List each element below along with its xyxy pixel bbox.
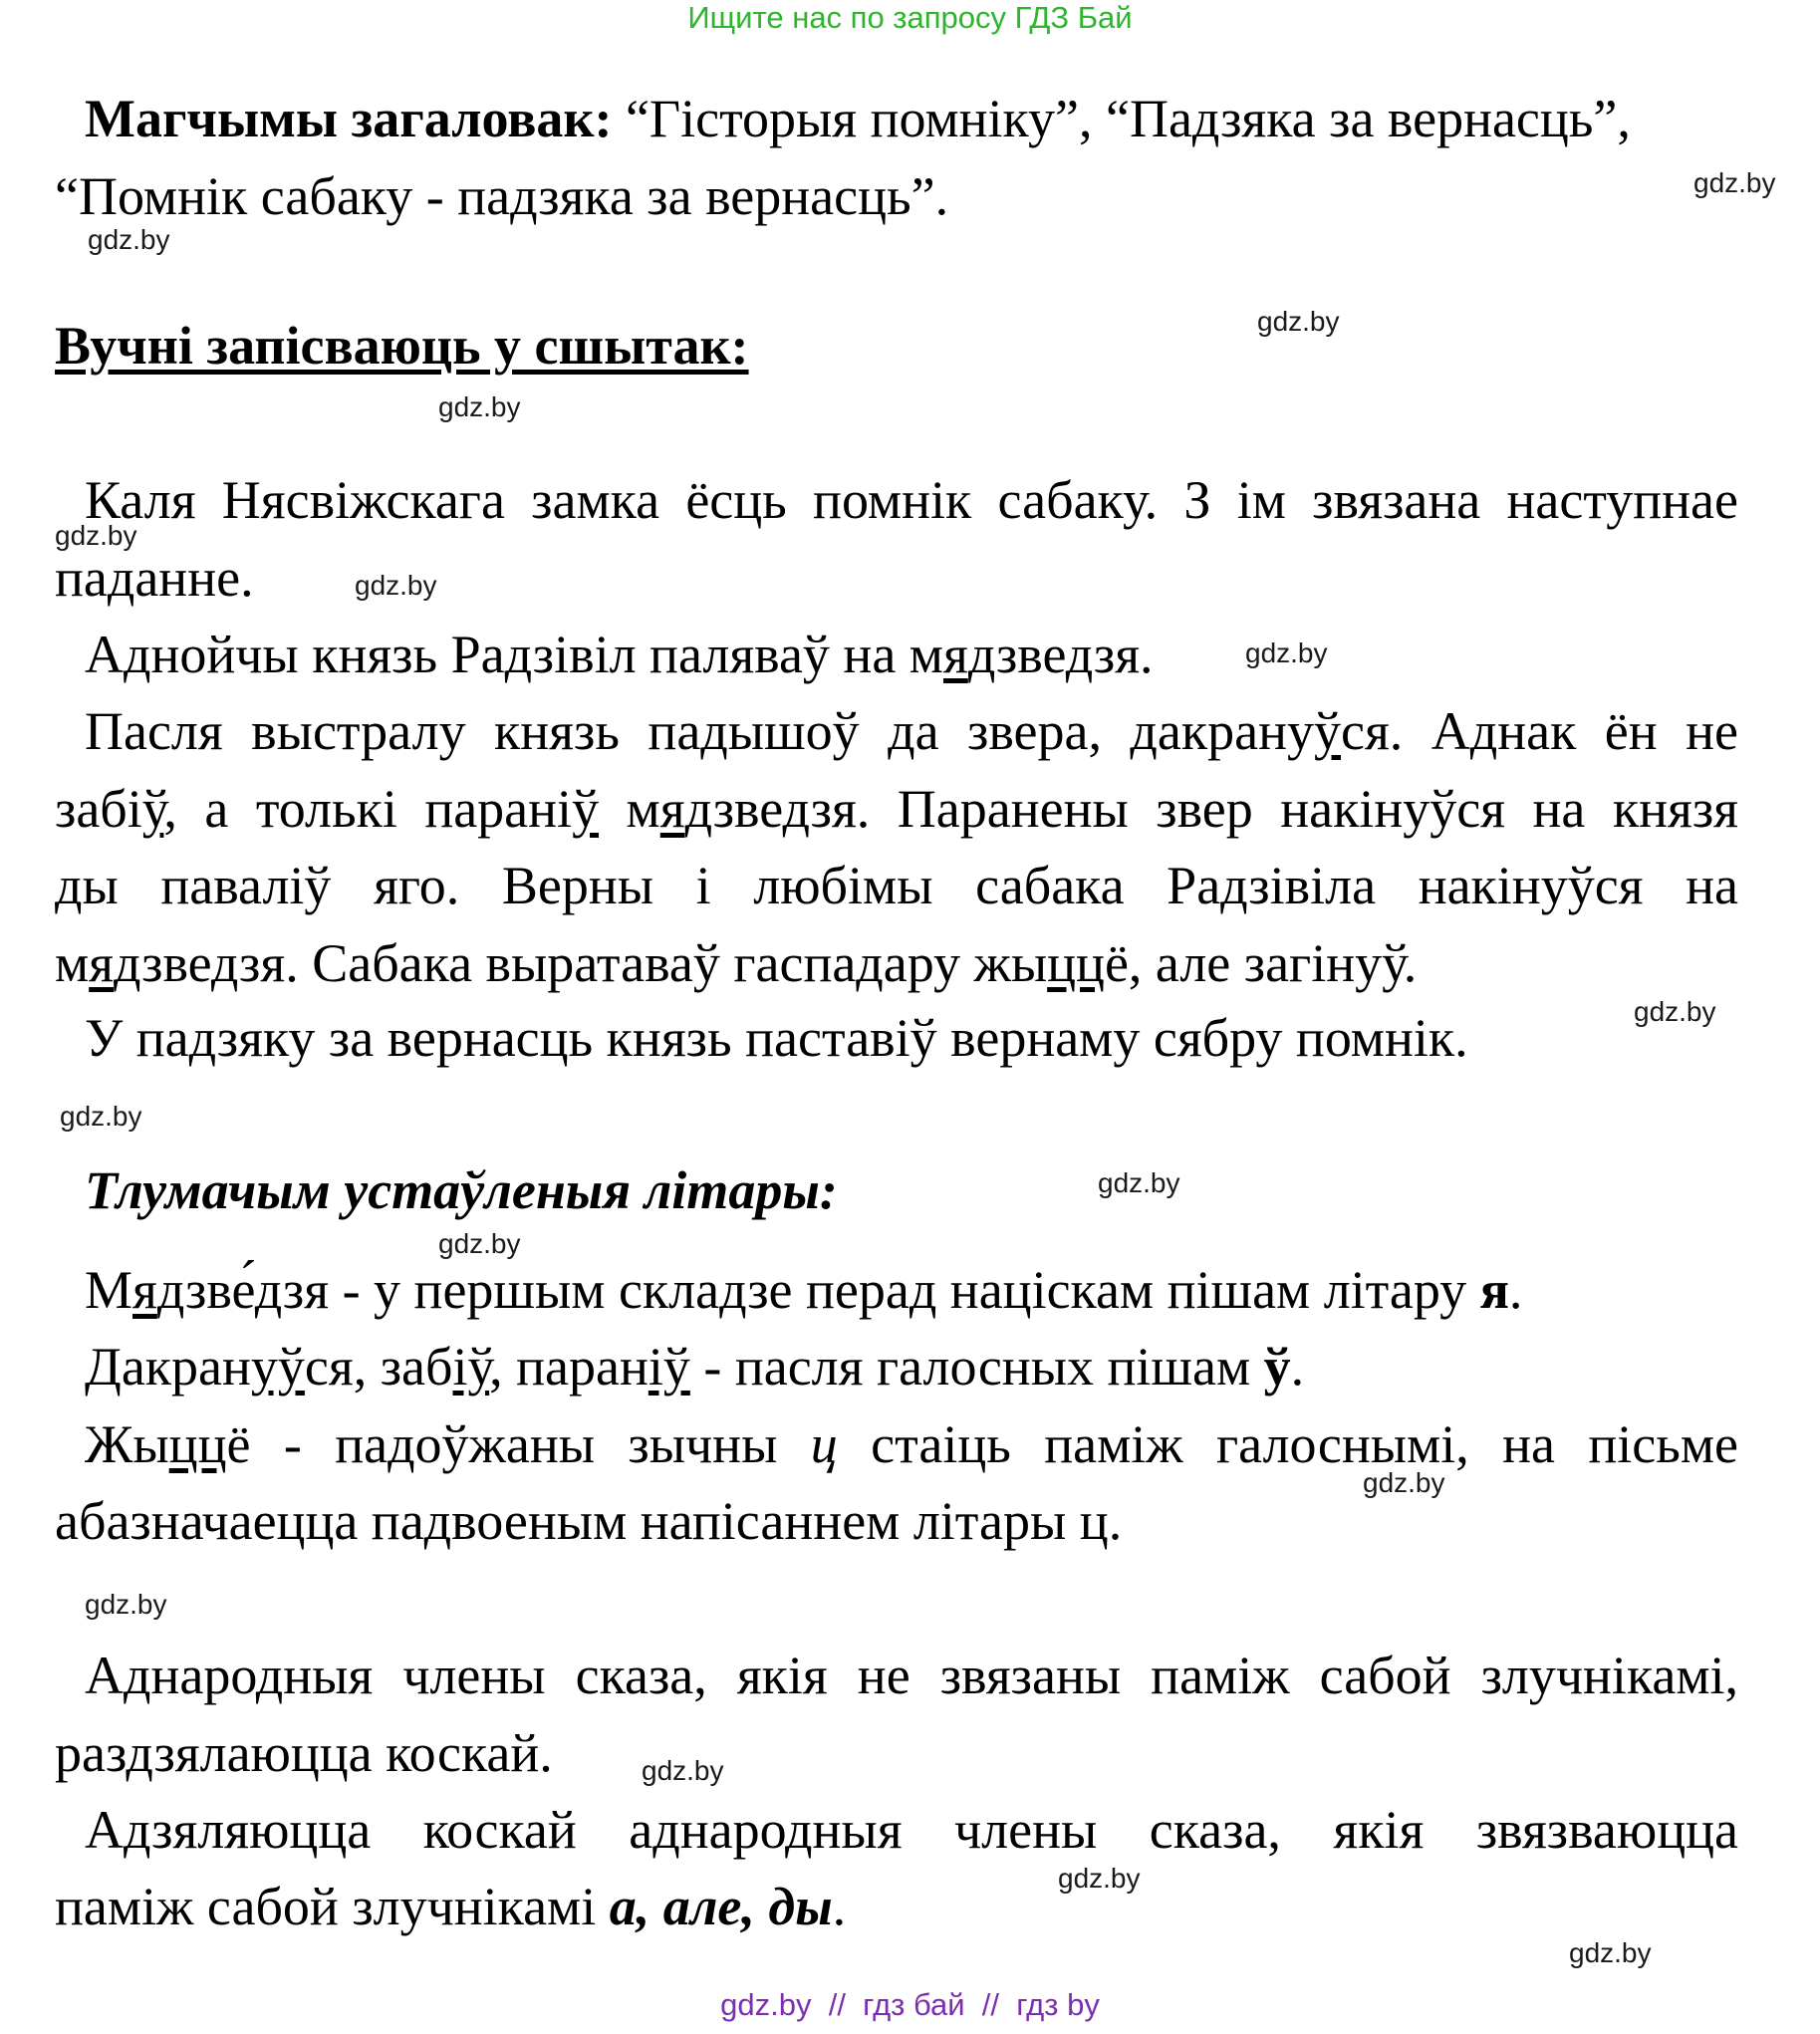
explain-line-3: Жыццё - падоўжаны зычны ц стаіць паміж галоснымі, на пісьме [85,1414,1738,1474]
story-line-8: У падзяку за вернасць князь паставіў вернаму сябру помнік. [85,1008,1468,1068]
story-line-3: Аднойчы князь Радзівіл паляваў на мядзведзя. [85,625,1154,684]
titles-line-1 [85,89,1631,148]
watermark: gdz.by [55,520,137,551]
rule-2-line-1: Адзяляюцца коскай аднародныя члены сказа, якія звязваюцца [85,1800,1738,1860]
explain-line-4: абазначаецца падвоеным напісаннем літары ц. [55,1491,1123,1551]
watermark: gdz.by [1569,1937,1652,1968]
watermark: gdz.by [1693,167,1776,198]
notebook-heading: Вучні запісваюць у сшытак: [55,316,749,376]
footer-banner: gdz.by // гдз бай // гдз by [720,1987,1100,2022]
watermark: gdz.by [642,1755,724,1786]
watermark: gdz.by [438,1228,521,1259]
rule-1-line-2: раздзялаюцца коскай. [55,1723,553,1783]
watermark: gdz.by [60,1101,142,1132]
watermark: gdz.by [1257,306,1340,337]
watermark: gdz.by [1058,1863,1141,1894]
story-line-1: Каля Нясвіжскага замка ёсць помнік сабаку. З ім звязана наступнае [85,470,1738,530]
titles-label: Магчымы загаловак: [85,89,613,148]
watermark: gdz.by [1245,637,1328,668]
watermark: gdz.by [1098,1167,1180,1198]
top-banner: Ищите нас по запросу ГДЗ Бай [687,0,1133,35]
rule-2-line-2: паміж сабой злучнікамі а, але, ды. [55,1877,847,1936]
watermark: gdz.by [355,570,437,601]
watermark: gdz.by [438,391,521,422]
story-line-2: паданне. [55,548,254,608]
watermark: gdz.by [1363,1467,1445,1498]
story-line-5: забіў, а толькі параніў мядзведзя. Паранены звер накінуўся на князя [55,779,1739,839]
titles-list-1: “Гісторыя помніку”, “Падзяка за вернасць”, [625,89,1631,148]
explain-line-2: Дакрануўся, забіў, параніў - пасля галосных пішам ў. [85,1337,1305,1397]
rule-1-line-1: Аднародныя члены сказа, якія не звязаны паміж сабой злучнікамі, [85,1646,1738,1705]
explain-line-1: Мядзве́дзя - у першым складзе перад націскам пішам літару я. [85,1260,1523,1320]
explain-heading: Тлумачым устаўленыя літары: [85,1160,838,1220]
story-line-6: ды паваліў яго. Верны і любімы сабака Радзівіла накінуўся на [55,856,1738,915]
story-line-4: Пасля выстралу князь падышоў да звера, дакрануўся. Аднак ён не [85,701,1738,761]
watermark: gdz.by [85,1589,167,1620]
titles-line-2: “Помнік сабаку - падзяка за вернасць”. [55,166,949,226]
story-line-7: мядзведзя. Сабака выратаваў гаспадару жыццё, але загінуў. [55,933,1418,993]
watermark: gdz.by [1634,996,1716,1027]
watermark: gdz.by [88,224,170,255]
